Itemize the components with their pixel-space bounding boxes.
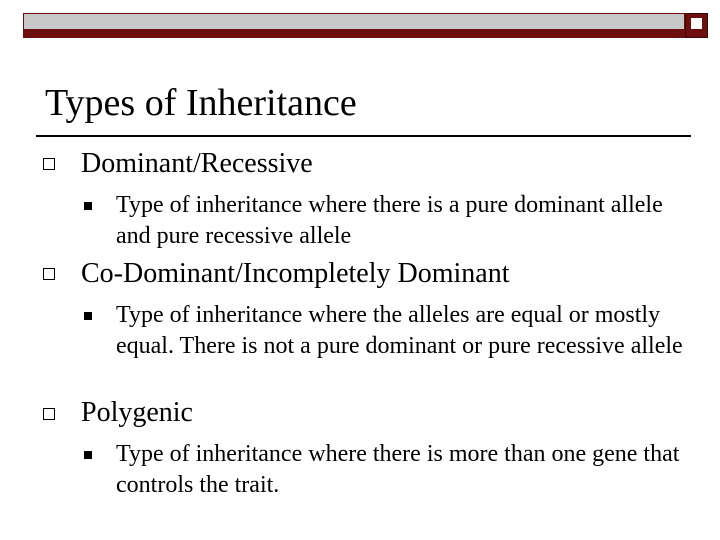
sub-bullet-1: Type of inheritance where there is a pure dominant allele and pure recessive allele bbox=[116, 192, 663, 249]
top-right-box-inner bbox=[690, 17, 703, 30]
hollow-square-bullet-icon bbox=[43, 158, 55, 170]
hollow-square-bullet-icon bbox=[43, 408, 55, 420]
sub-bullet-2: Type of inheritance where the alleles are equal or mostly equal. There is not a pure dominant or pure recessive allele bbox=[116, 302, 683, 359]
bullet-heading-2: Co-Dominant/Incompletely Dominant bbox=[81, 258, 510, 289]
hollow-square-bullet-icon bbox=[43, 268, 55, 280]
filled-square-bullet-icon bbox=[84, 312, 92, 320]
title-divider bbox=[36, 135, 691, 137]
filled-square-bullet-icon bbox=[84, 202, 92, 210]
sub-bullet-3: Type of inheritance where there is more than one gene that controls the trait. bbox=[116, 441, 680, 498]
top-bar-light bbox=[23, 13, 685, 30]
bullet-heading-3: Polygenic bbox=[81, 397, 193, 428]
bullet-heading-1: Dominant/Recessive bbox=[81, 148, 313, 179]
filled-square-bullet-icon bbox=[84, 451, 92, 459]
slide-title: Types of Inheritance bbox=[45, 82, 357, 124]
